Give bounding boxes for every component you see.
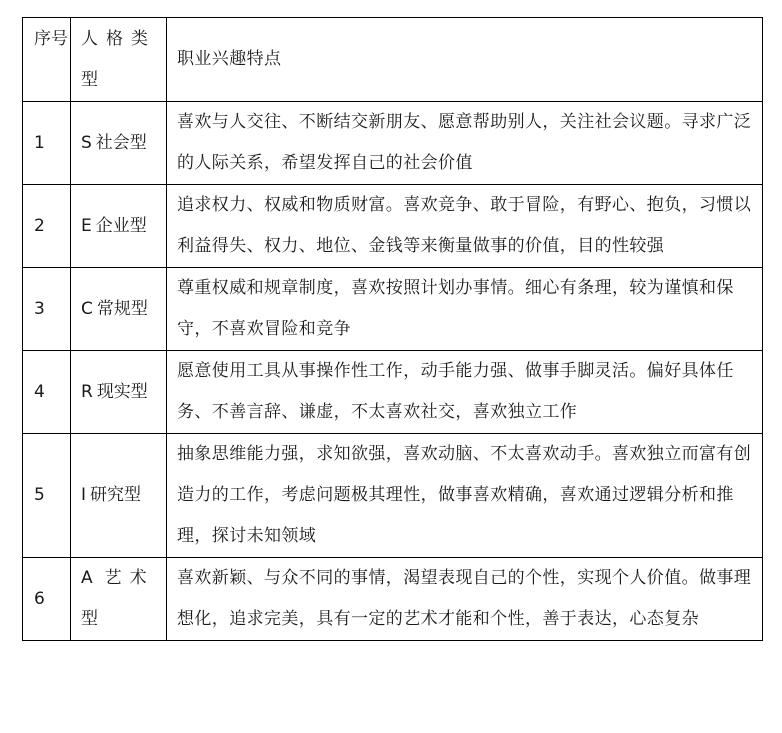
header-desc-cell: 职业兴趣特点	[167, 18, 763, 102]
table-row	[23, 185, 763, 268]
row-type	[71, 268, 167, 351]
type-code: R	[81, 381, 93, 402]
type-code: A	[81, 568, 101, 588]
row-num: 6	[23, 558, 71, 641]
header-num-cell: 序号	[23, 18, 71, 102]
row-type	[71, 351, 167, 434]
type-code: E	[81, 215, 92, 236]
type-code: I	[81, 485, 87, 505]
type-code: S	[81, 132, 92, 153]
table-row	[23, 102, 763, 185]
row-num: 4	[23, 351, 71, 434]
row-num: 1	[23, 102, 71, 185]
type-name: 常规型	[96, 298, 148, 319]
table-row	[23, 434, 763, 558]
header-type-cell: 人格类型	[71, 18, 167, 102]
row-type	[71, 434, 167, 558]
row-type	[71, 558, 167, 641]
row-num: 2	[23, 185, 71, 268]
row-desc: 抽象思维能力强，求知欲强，喜欢动脑、不太喜欢动手。喜欢独立而富有创造力的工作，考虑问题极其理性，做事喜欢精确，喜欢通过逻辑分析和推理，探讨未知领域	[167, 434, 763, 558]
row-desc: 愿意使用工具从事操作性工作，动手能力强、做事手脚灵活。偏好具体任务、不善言辞、谦虚，不太喜欢社交，喜欢独立工作	[167, 351, 763, 434]
type-name: 艺术型	[81, 568, 155, 629]
career-interest-table-container	[22, 17, 763, 641]
row-desc: 追求权力、权威和物质财富。喜欢竞争、敢于冒险，有野心、抱负，习惯以利益得失、权力、地位、金钱等来衡量做事的价值，目的性较强	[167, 185, 763, 268]
career-interest-table	[22, 17, 763, 641]
table-row	[23, 351, 763, 434]
row-num: 3	[23, 268, 71, 351]
row-desc: 喜欢与人交往、不断结交新朋友、愿意帮助别人，关注社会议题。寻求广泛的人际关系，希望发挥自己的社会价值	[167, 102, 763, 185]
type-name: 企业型	[95, 215, 147, 236]
table-header-row	[23, 18, 763, 102]
row-desc: 尊重权威和规章制度，喜欢按照计划办事情。细心有条理，较为谨慎和保守，不喜欢冒险和竞争	[167, 268, 763, 351]
row-type	[71, 102, 167, 185]
table-row	[23, 268, 763, 351]
table-row	[23, 558, 763, 641]
row-type	[71, 185, 167, 268]
row-desc: 喜欢新颖、与众不同的事情，渴望表现自己的个性，实现个人价值。做事理想化，追求完美，具有一定的艺术才能和个性，善于表达，心态复杂	[167, 558, 763, 641]
type-name: 研究型	[90, 485, 142, 505]
row-num: 5	[23, 434, 71, 558]
type-name: 现实型	[96, 381, 148, 402]
type-name: 社会型	[95, 132, 147, 153]
type-code: C	[81, 298, 93, 319]
